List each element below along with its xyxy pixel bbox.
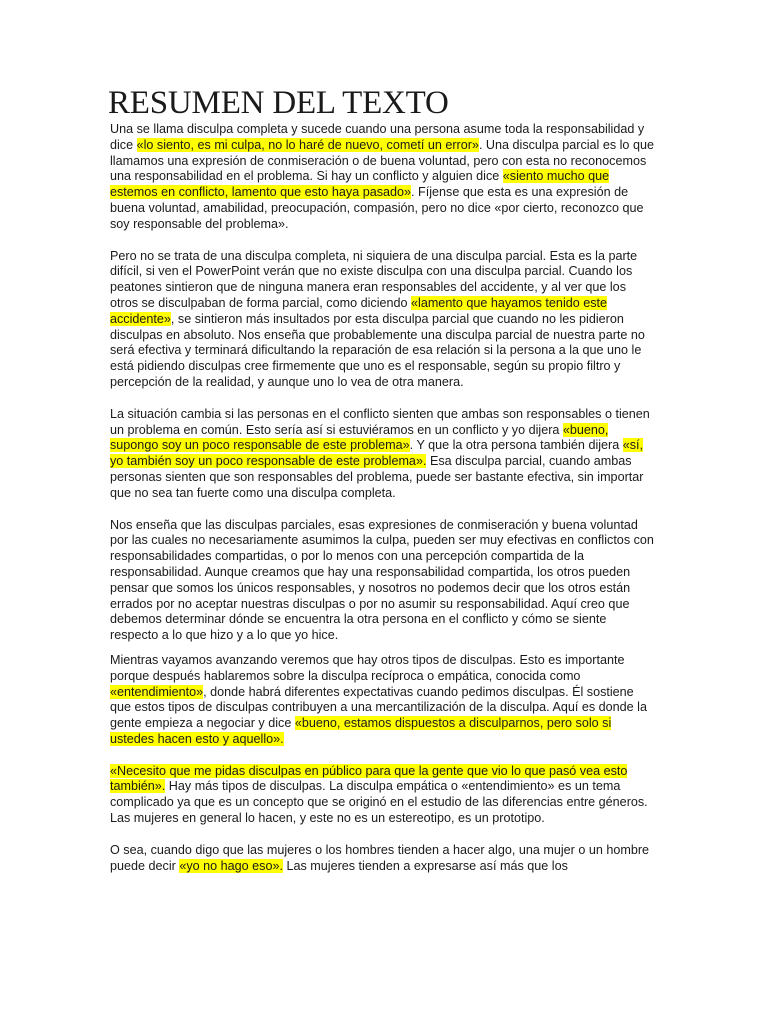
highlighted-quote: «yo no hago eso». <box>179 858 283 873</box>
paragraph-text: Pero no se trata de una disculpa completa, ni siquiera de una disculpa parcial. Esta es la parte difícil, si ven el PowerPoint verán que no existe disculpa con una disculpa parcial. Cuando los peatones sintieron que de ninguna manera eran responsables del accidente, y al ver que los otros se disculpaban de forma parcial, como diciendo <box>110 248 638 310</box>
paragraph-text: Hay más tipos de disculpas. La disculpa empática o «entendimiento» es un tema complicado ya que es un concepto que se originó en el estudio de las diferencias entre géneros. Las mujeres en general lo hacen, y este no es un estereotipo, es un prototipo. <box>110 779 648 826</box>
document-title: RESUMEN DEL TEXTO <box>108 85 449 121</box>
highlighted-quote: «entendimiento» <box>110 684 204 699</box>
paragraph-text: . Una disculpa parcial es lo que llamamos una expresión de conmiseración o de buena voluntad, pero con esta no reconocemos una responsabilidad en el problema. Si hay un conflicto y alguien dice <box>110 137 654 184</box>
paragraph-4 <box>110 518 656 644</box>
highlighted-quote: «lamento que hayamos tenido este accidente» <box>110 295 608 326</box>
paragraph-text: Esa disculpa parcial, cuando ambas personas sienten que son responsables del problema, puede ser bastante efectiva, sin importar que no sea tan fuerte como una disculpa completa. <box>110 454 644 500</box>
paragraph-text: Una se llama disculpa completa y sucede cuando una persona asume toda la responsabilidad y dice <box>110 122 645 152</box>
highlighted-quote: «siento mucho que estemos en conflicto, lamento que esto haya pasado» <box>110 169 610 200</box>
paragraph-1 <box>110 122 656 233</box>
paragraph-6 <box>110 764 656 827</box>
highlighted-quote: «bueno, supongo soy un poco responsable de este problema» <box>110 422 609 453</box>
highlighted-quote: «sí, yo también soy un poco responsable de este problema». <box>110 438 644 469</box>
paragraph-3 <box>110 407 656 502</box>
paragraph-text: Las mujeres tienden a expresarse así más que los <box>282 858 568 873</box>
paragraph-text: . Fíjense que esta es una expresión de buena voluntad, amabilidad, preocupación, compasión, pero no dice «por cierto, reconozco que soy responsable del problema». <box>110 185 644 231</box>
highlighted-quote: «bueno, estamos dispuestos a disculparnos, pero solo si ustedes hacen esto y aquello». <box>110 716 612 746</box>
paragraph-text: Nos enseña que las disculpas parciales, esas expresiones de conmiseración y buena voluntad por las cuales no necesariamente asumimos la culpa, pueden ser muy efectivas en conflictos con responsabilidades compartidas, o por lo menos con una percepción compartida de la responsabilidad. Aunque creamos que hay una responsabilidad compartida, los otros pueden pensar que somos los únicos responsables, y nosotros no podemos decir que los otros están errados por no aceptar nuestras disculpas o por no asumir su responsabilidad. Aquí creo que debemos determinar dónde se encuentra la otra persona en el conflicto y cómo se siente respecto a lo que hizo y a lo que yo hice. <box>110 517 654 643</box>
paragraph-text: O sea, cuando digo que las mujeres o los hombres tienden a hacer algo, una mujer o un hombre puede decir <box>110 842 650 873</box>
paragraph-text: . Y que la otra persona también dijera <box>409 438 623 453</box>
highlighted-quote: «lo siento, es mi culpa, no lo haré de nuevo, cometí un error» <box>136 137 479 152</box>
paragraph-5 <box>110 653 656 748</box>
paragraph-2 <box>110 249 656 391</box>
paragraph-text: Mientras vayamos avanzando veremos que hay otros tipos de disculpas. Esto es importante porque después hablaremos sobre la disculpa recíproca o empática, conocida como <box>110 652 625 683</box>
highlighted-quote: «Necesito que me pidas disculpas en público para que la gente que vio lo que pasó vea esto también». <box>110 763 628 794</box>
paragraph-text: La situación cambia si las personas en el conflicto sienten que ambas son responsables o tienen un problema en común. Esto sería así si estuviéramos en un conflicto y yo dijera <box>110 406 650 437</box>
document-page <box>110 84 656 874</box>
paragraph-7 <box>110 843 656 875</box>
paragraph-text: , se sintieron más insultados por esta disculpa parcial que cuando no les pidieron disculpas en absoluto. Nos enseña que probablemente una disculpa parcial de nuestra parte no será efectiva y terminará dificultando la reparación de esa relación si la persona a la que uno le está pidiendo disculpas cree firmemente que uno es el responsable, según su propio filtro y percepción de la realidad, y aunque uno lo vea de otra manera. <box>110 311 645 389</box>
paragraph-text: , donde habrá diferentes expectativas cuando pedimos disculpas. Él sostiene que estos tipos de disculpas contribuyen a una mercantilización de la disculpa. Aquí es donde la gente empieza a negociar y dice <box>110 684 647 731</box>
